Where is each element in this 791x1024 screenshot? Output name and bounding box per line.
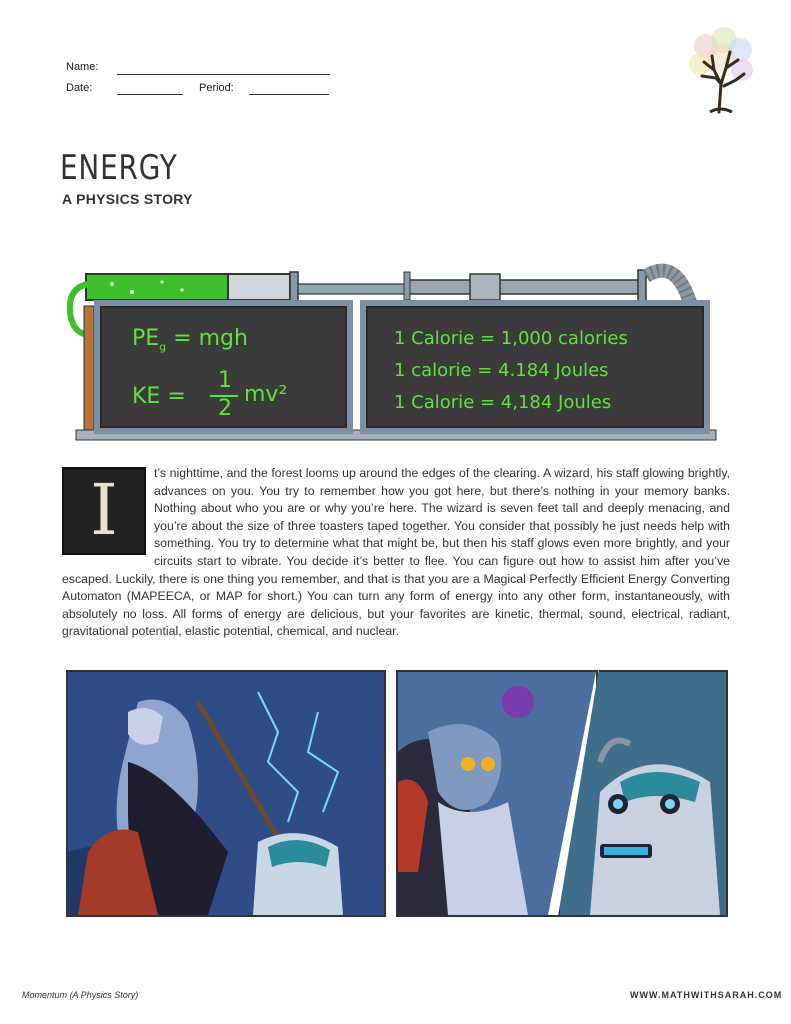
name-field[interactable] [117,74,330,75]
date-field[interactable] [117,94,183,95]
ke-formula: mv² [244,382,288,407]
calorie-conversion-1: 1 Calorie = 1,000 calories [394,328,628,349]
calorie-conversion-3: 1 Calorie = 4,184 Joules [394,392,612,413]
tree-logo-icon [686,26,756,116]
pe-symbol: PE [132,326,160,351]
wizard-illustration [68,672,384,915]
calorie-conversion-2: 1 calorie = 4.184 Joules [394,360,609,381]
period-label: Period: [199,82,234,94]
page-title: ENERGY [60,148,178,188]
formula-board-right [360,300,710,434]
page-subtitle: A PHYSICS STORY [62,191,193,207]
ke-fraction-numerator: 1 [218,368,232,393]
formula-board-left [94,300,353,434]
footer-website: WWW.MATHWITHSARAH.COM [630,990,783,1000]
ornamental-dropcap: I [62,467,146,555]
ke-symbol: KE = [132,384,186,409]
pe-subscript: g [159,340,167,354]
pe-formula: = mgh [173,326,248,351]
footer-title: Momentum (A Physics Story) [22,990,139,1000]
ke-fraction-denominator: 2 [218,396,232,421]
date-label: Date: [66,82,93,94]
name-label: Name: [66,61,99,73]
period-field[interactable] [249,94,329,95]
comic-panel-wizard [66,670,386,917]
story-text: t’s nighttime, and the forest looms up around the edges of the clearing. A wizard, his staff glowing brightly, advances on you. You try to remember how you got here, but there’s nothing in your memory banks. Nothing about who you are or why you’re here. The wizard is seven feet tall and deeply menacing, and you’re about the size of three toasters taped together. You consider that possibly he just needs help with something. You try to determine what that might be, but then his staff glows even more brightly, and your circuits start to vibrate. You decide it’s better to flee. You can figure out how to assist him after you’ve escaped. Luckily, there is one thing you remember, and that is that you are a Magical Perfectly Efficient Energy Converting Automaton (MAPEECA, or MAP for short.) You can turn any form of energy into any other form, instantaneously, with absolutely no loss. All forms of energy are delicious, but your favorites are kinetic, thermal, sound, electrical, radiant, gravitational potential, elastic potential, chemical, and nuclear. [62,466,730,639]
story-paragraph [62,465,730,641]
